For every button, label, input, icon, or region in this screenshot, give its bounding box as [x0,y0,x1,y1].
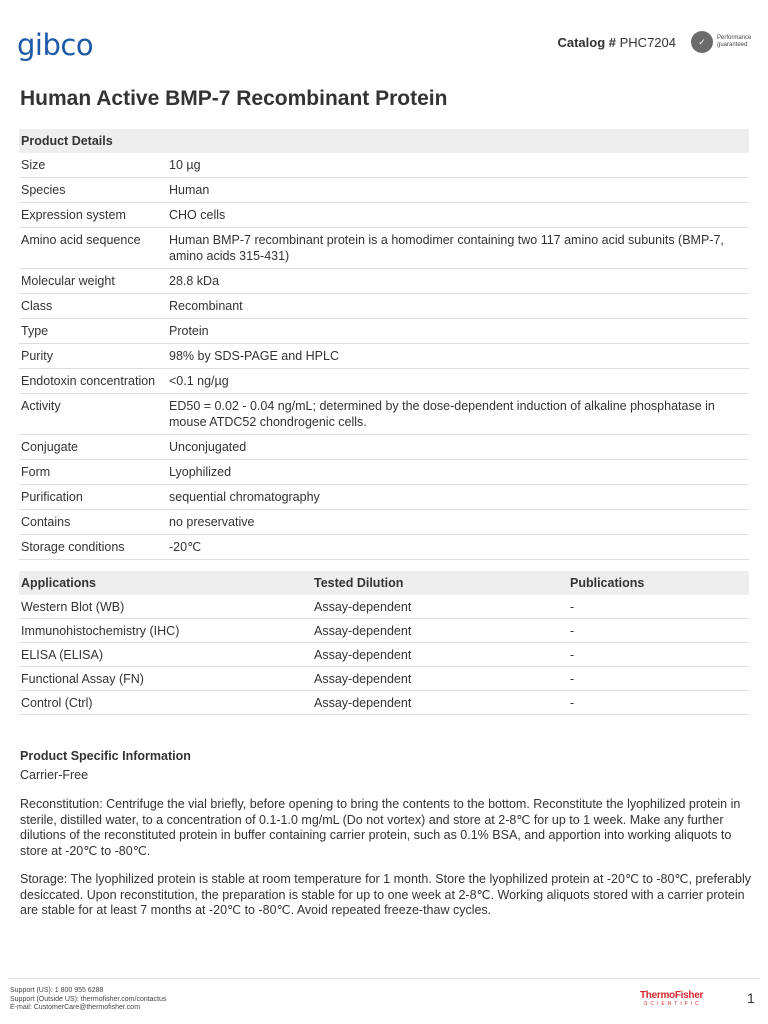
detail-value: Human [167,178,749,203]
detail-row [19,485,749,510]
detail-key: Class [19,294,167,319]
application-row [19,667,749,691]
detail-key: Purity [19,344,167,369]
product-details-heading: Product Details [19,129,749,153]
detail-key: Purification [19,485,167,510]
carrier-free-text: Carrier-Free [20,768,89,782]
page-header [0,0,768,72]
product-details-body [19,153,749,560]
detail-value: no preservative [167,510,749,535]
detail-row [19,269,749,294]
detail-value: Protein [167,319,749,344]
badge-text: Performance guaranteed [717,35,752,48]
detail-value: sequential chromatography [167,485,749,510]
detail-value: Recombinant [167,294,749,319]
application-name: ELISA (ELISA) [19,643,312,667]
applications-table [19,571,749,715]
publications: - [568,691,749,715]
performance-guaranteed-seal-icon: ✓ [691,31,713,53]
detail-key: Form [19,460,167,485]
detail-key: Contains [19,510,167,535]
page-number: 1 [747,990,755,1006]
support-outside-us: Support (Outside US): thermofisher.com/contactus [10,995,167,1003]
product-title: Human Active BMP-7 Recombinant Protein [20,87,448,110]
detail-row [19,510,749,535]
catalog-number [557,35,676,51]
detail-key: Type [19,319,167,344]
detail-value: 98% by SDS-PAGE and HPLC [167,344,749,369]
performance-guaranteed-badge [691,31,757,55]
footer-divider [8,978,760,979]
application-row [19,595,749,619]
detail-value: Lyophilized [167,460,749,485]
detail-value: Human BMP-7 recombinant protein is a homodimer containing two 117 amino acid subunits (BMP-7, amino acids 315-431) [167,228,749,269]
thermofisher-logo-bottom: SCIENTIFIC [644,1001,702,1007]
detail-value: ED50 = 0.02 - 0.04 ng/mL; determined by the dose-dependent induction of alkaline phosphatase in mouse ATDC52 chondrogenic cells. [167,394,749,435]
detail-key: Species [19,178,167,203]
support-email: E-mail: CustomerCare@thermofisher.com [10,1004,141,1011]
detail-row [19,178,749,203]
detail-key: Activity [19,394,167,435]
detail-row [19,460,749,485]
detail-value: CHO cells [167,203,749,228]
storage-text: Storage: The lyophilized protein is stable at room temperature for 1 month. Store the lyophilized protein at -20℃ to -80℃, preferably desiccated. Upon reconstitution, the preparation is stable for up to one week at 2-8℃. Working aliquots stored with a carrier protein are stable for at least 7 months at -20℃ to -80℃. Avoid repeated freeze-thaw cycles. [20,872,752,917]
application-name: Control (Ctrl) [19,691,312,715]
application-row [19,643,749,667]
reconstitution-text: Reconstitution: Centrifuge the vial briefly, before opening to bring the contents to the bottom. Reconstitute the lyophilized protein in sterile, distilled water, to a concentration of 0.1-1.0 mg/mL (Do not vortex) and store at 2-8℃ for up to 1 week. Make any further dilutions of the reconstituted protein in buffer containing carrier protein, such as 0.1% BSA, and apportion into working aliquots to store at -20℃ to -80℃. [20,797,741,858]
detail-row [19,203,749,228]
detail-value: <0.1 ng/µg [167,369,749,394]
detail-value: Unconjugated [167,435,749,460]
detail-row [19,535,749,560]
detail-key: Size [19,153,167,178]
detail-row [19,294,749,319]
catalog-label: Catalog # [557,35,616,50]
detail-row [19,153,749,178]
detail-value: -20℃ [167,535,749,560]
tested-dilution: Assay-dependent [312,619,568,643]
tested-dilution: Assay-dependent [312,643,568,667]
publications-header: Publications [568,571,749,595]
application-row [19,619,749,643]
tested-dilution: Assay-dependent [312,691,568,715]
detail-row [19,435,749,460]
detail-row [19,228,749,269]
detail-row [19,369,749,394]
detail-value: 28.8 kDa [167,269,749,294]
detail-key: Storage conditions [19,535,167,560]
detail-row [19,394,749,435]
tested-dilution: Assay-dependent [312,595,568,619]
support-contact [10,987,166,1013]
gibco-logo: gibco [17,28,94,62]
thermofisher-logo-top: ThermoFisher [640,990,704,1001]
tested-dilution-header: Tested Dilution [312,571,568,595]
support-us: Support (US): 1 800 955 6288 [10,987,104,994]
tested-dilution: Assay-dependent [312,667,568,691]
detail-key: Expression system [19,203,167,228]
detail-row [19,319,749,344]
product-details-table [19,129,749,560]
product-specific-info-heading: Product Specific Information [20,749,191,763]
publications: - [568,643,749,667]
applications-header: Applications [19,571,312,595]
thermofisher-logo [640,990,718,1007]
application-name: Functional Assay (FN) [19,667,312,691]
detail-key: Amino acid sequence [19,228,167,269]
detail-value: 10 µg [167,153,749,178]
detail-key: Endotoxin concentration [19,369,167,394]
publications: - [568,595,749,619]
detail-key: Molecular weight [19,269,167,294]
publications: - [568,619,749,643]
application-row [19,691,749,715]
publications: - [568,667,749,691]
detail-row [19,344,749,369]
application-name: Western Blot (WB) [19,595,312,619]
detail-key: Conjugate [19,435,167,460]
catalog-value: PHC7204 [619,35,676,50]
application-name: Immunohistochemistry (IHC) [19,619,312,643]
applications-body [19,595,749,715]
